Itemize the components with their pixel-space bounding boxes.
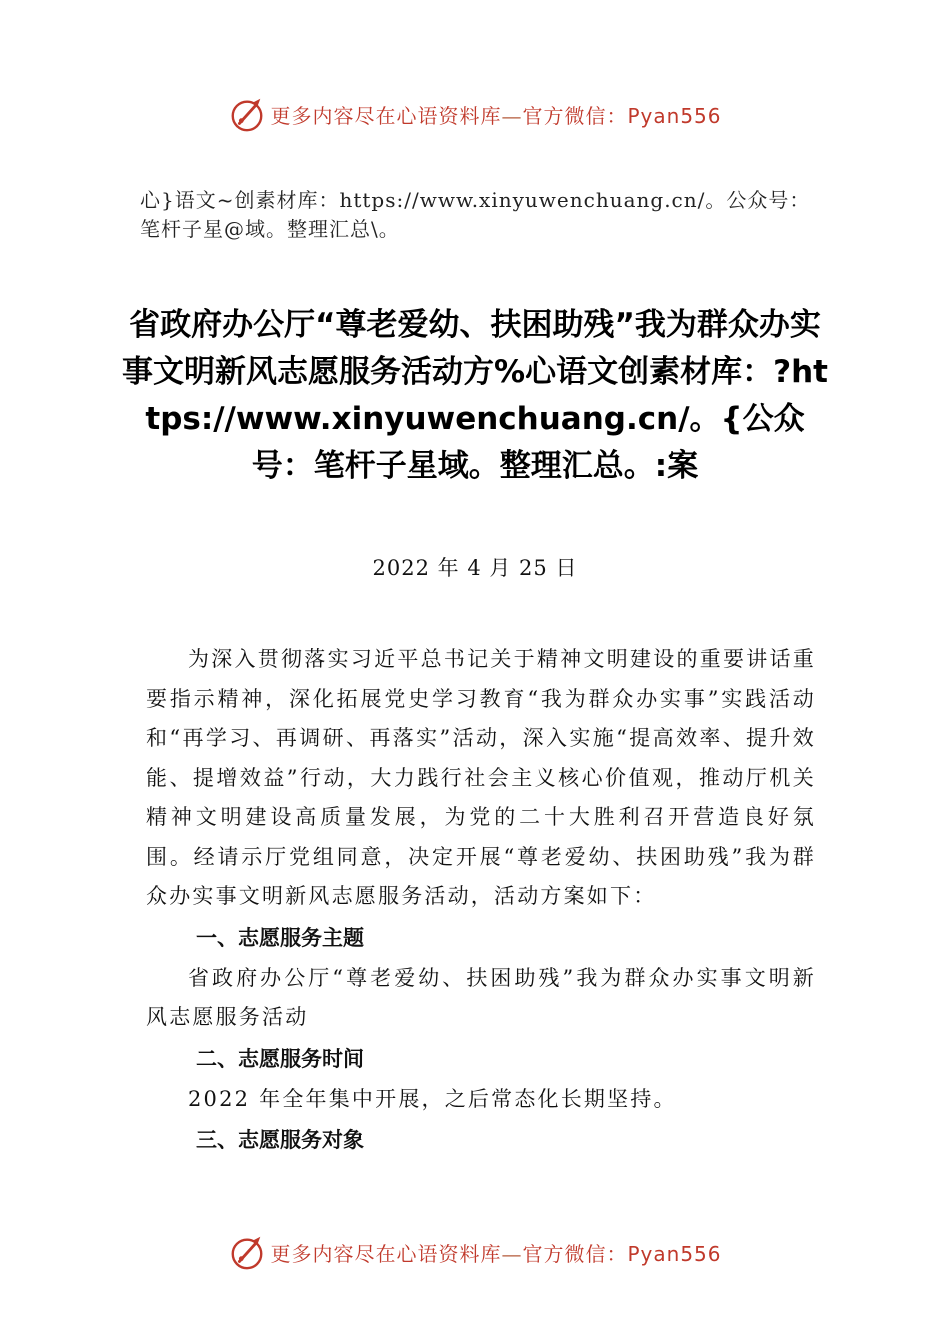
banner-wechat-id: Pyan556 xyxy=(627,103,722,128)
banner-wechat-label: 官方微信： xyxy=(522,1241,628,1266)
brush-logo-icon xyxy=(228,1233,266,1271)
header-banner xyxy=(0,94,950,134)
banner-title: 更多内容尽在心语资料库 xyxy=(270,1241,502,1266)
banner-title: 更多内容尽在心语资料库 xyxy=(270,103,502,128)
section-paragraph: 省政府办公厅“尊老爱幼、扶困助残”我为群众办实事文明新风志愿服务活动 xyxy=(146,965,816,1029)
document-date: 2022 年 4 月 25 日 xyxy=(372,556,578,580)
section-heading: 三、志愿服务对象 xyxy=(196,1128,364,1152)
brush-logo-icon xyxy=(228,95,266,133)
footer-banner xyxy=(0,1232,950,1272)
banner-separator: — xyxy=(501,1241,523,1266)
banner-wechat-id: Pyan556 xyxy=(627,1241,722,1266)
banner-separator: — xyxy=(501,103,523,128)
document-body xyxy=(146,640,816,1161)
section-paragraph: 2022 年全年集中开展，之后常态化长期坚持。 xyxy=(188,1086,677,1111)
document-title: 省政府办公厅“尊老爱幼、扶困助残”我为群众办实事文明新风志愿服务活动方%心语文创素材库：?https://www.xinyuwenchuang.cn/。{公众号：笔杆子星域。整理汇总。:案 xyxy=(122,307,828,484)
section-heading: 一、志愿服务主题 xyxy=(196,925,364,950)
banner-wechat-label: 官方微信： xyxy=(522,103,628,128)
intro-paragraph: 为深入贯彻落实习近平总书记关于精神文明建设的重要讲话重要指示精神，深化拓展党史学习教育“我为群众办实事”实践活动和“再学习、再调研、再落实”活动，深入实施“提高效率、提升效能、提增效益”行动，大力践行社会主义核心价值观，推动厅机关精神文明建设高质量发展，为党的二十大胜利召开营造良好氛围。经请示厅党组同意，决定开展“尊老爱幼、扶困助残”我为群众办实事文明新风志愿服务活动，活动方案如下： xyxy=(146,647,816,908)
source-line: 心}语文~创素材库：https://www.xinyuwenchuang.cn/。公众号：笔杆子星@域。整理汇总\。 xyxy=(140,188,811,241)
section-heading: 二、志愿服务时间 xyxy=(196,1046,364,1071)
